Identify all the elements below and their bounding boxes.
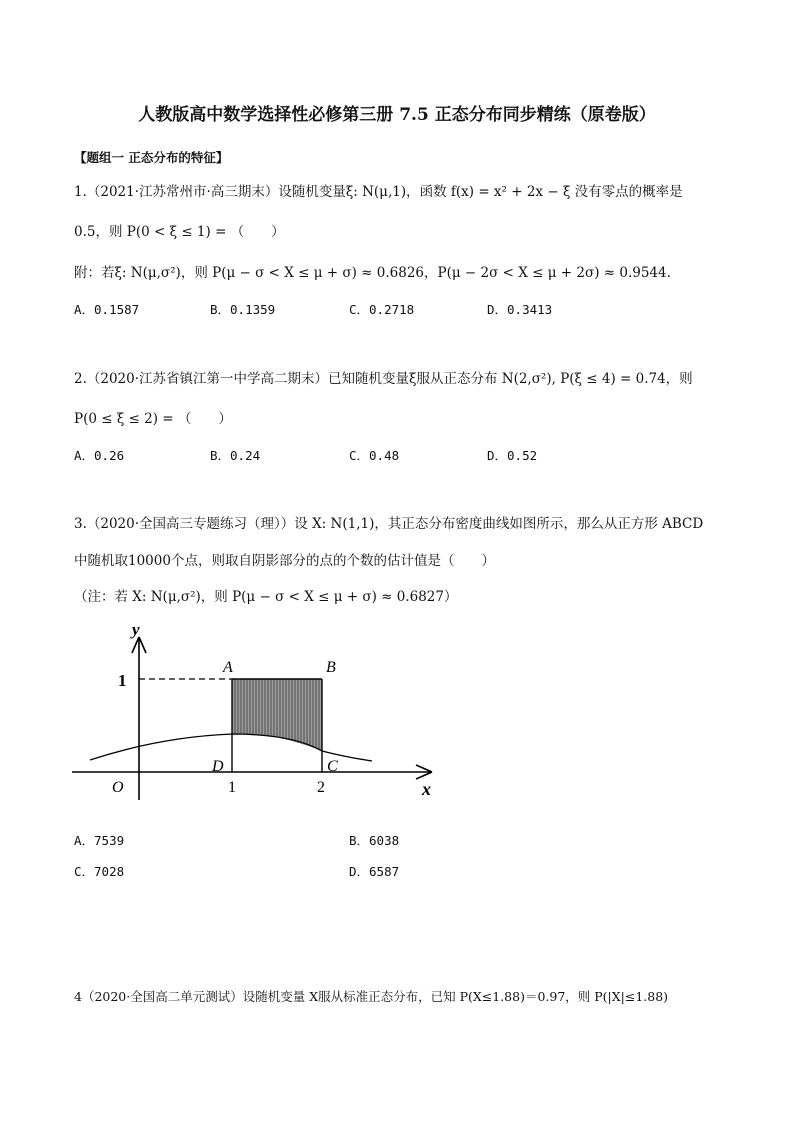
label-x: x (422, 779, 431, 799)
q2-option-d: D．0.52 (487, 448, 538, 463)
q2-line2: P(0 ≤ ξ ≤ 2) = （ ） (74, 411, 232, 427)
label-tick-y1: 1 (118, 671, 127, 690)
section-heading: 【题组一 正态分布的特征】 (74, 150, 229, 165)
q3-option-a: A．7539 (74, 833, 125, 848)
label-point-A: A (223, 659, 233, 676)
label-origin: O (112, 779, 124, 796)
q2-option-a: A．0.26 (74, 448, 125, 463)
page-title: 人教版高中数学选择性必修第三册 7.5 正态分布同步精练（原卷版） (138, 105, 656, 125)
normal-curve (90, 734, 372, 761)
label-y: y (132, 620, 140, 639)
label-tick-x2: 2 (317, 779, 325, 796)
q1-line1: 1.（2021·江苏常州市·高三期末）设随机变量ξ: N(μ,1)，函数 f(x) = x² + 2x − ξ 没有零点的概率是 (74, 184, 683, 200)
q1-line3: 附：若ξ: N(μ,σ²)，则 P(μ − σ < X ≤ μ + σ) ≈ 0.6826，P(μ − 2σ < X ≤ μ + 2σ) ≈ 0.9544. (74, 265, 671, 281)
q1-option-b: B．0.1359 (210, 302, 276, 317)
q1-option-c: C．0.2718 (349, 302, 415, 317)
q1-option-a: A．0.1587 (74, 302, 140, 317)
q2-option-b: B．0.24 (210, 448, 261, 463)
label-point-C: C (327, 758, 338, 775)
normal-curve-figure (60, 615, 450, 805)
q3-line1: 3.（2020·全国高三专题练习（理））设 X: N(1,1)，其正态分布密度曲线如图所示，那么从正方形 ABCD (74, 516, 704, 532)
q2-line1: 2.（2020·江苏省镇江第一中学高二期末）已知随机变量ξ服从正态分布 N(2,σ²), P(ξ ≤ 4) = 0.74，则 (74, 371, 693, 387)
q4-line1: 4（2020·全国高二单元测试）设随机变量 X服从标准正态分布，已知 P(X≤1.88)＝0.97，则 P(|X|≤1.88) (74, 989, 669, 1004)
q3-line3: （注：若 X: N(μ,σ²)，则 P(μ − σ < X ≤ μ + σ) ≈ 0.6827） (74, 589, 458, 605)
shaded-region (232, 679, 322, 751)
q1-option-d: D．0.3413 (487, 302, 553, 317)
q2-option-c: C．0.48 (349, 448, 400, 463)
q3-line2: 中随机取10000个点，则取自阴影部分的点的个数的估计值是（ ） (74, 553, 495, 569)
label-point-B: B (326, 659, 336, 676)
q3-option-d: D．6587 (349, 864, 400, 879)
q3-option-b: B．6038 (349, 833, 400, 848)
q3-option-c: C．7028 (74, 864, 125, 879)
label-tick-x1: 1 (228, 779, 236, 796)
q1-line2: 0.5，则 P(0 < ξ ≤ 1) = （ ） (74, 224, 285, 240)
label-point-D: D (212, 758, 224, 775)
